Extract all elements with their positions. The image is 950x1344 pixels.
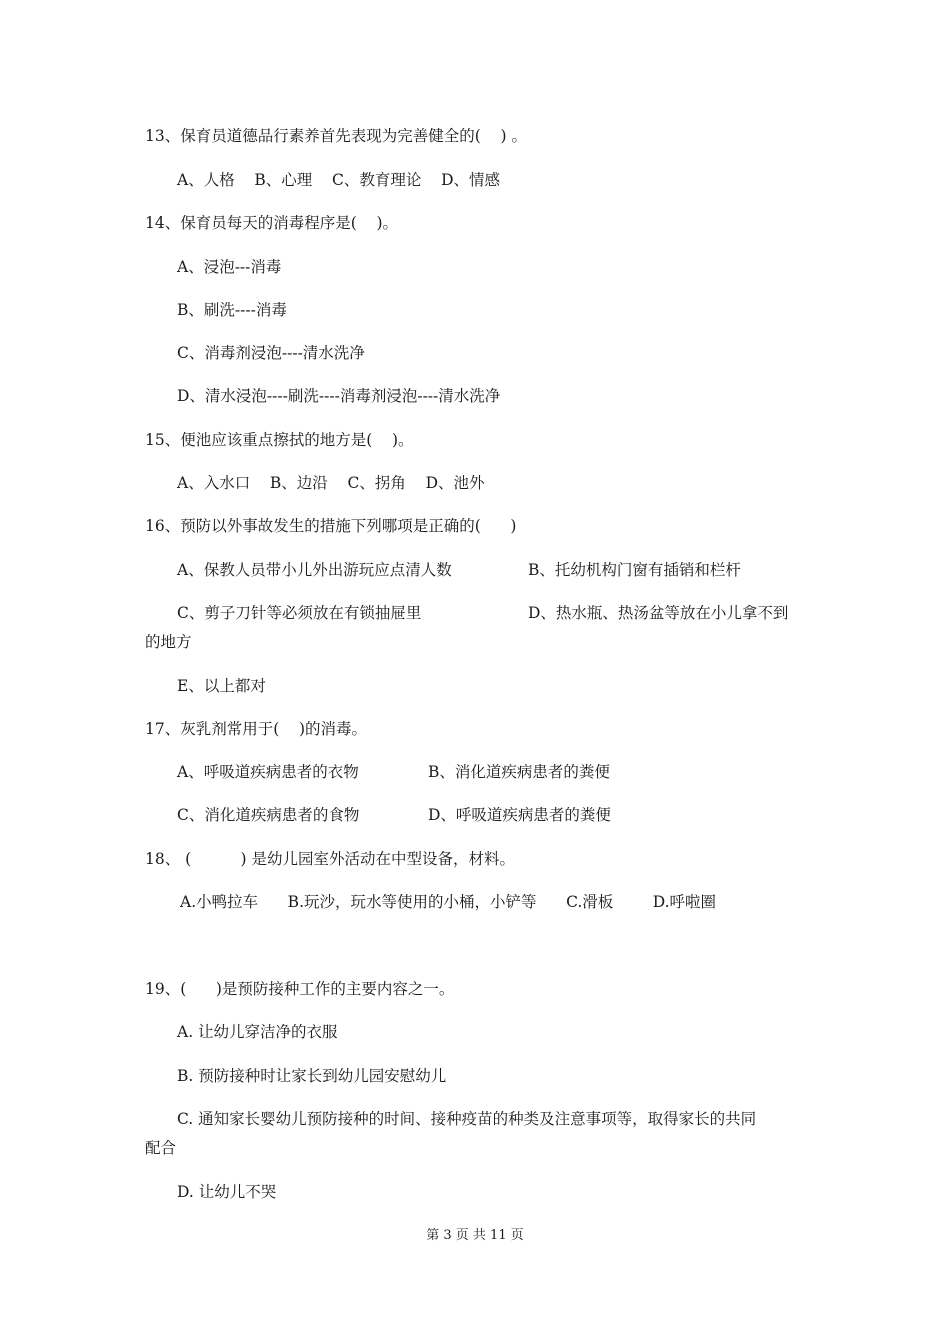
q17-option-b: B、消化道疾病患者的粪便: [428, 763, 610, 781]
q19-stem: 19、( )是预防接种工作的主要内容之一。: [145, 980, 455, 998]
page-footer: 第 3 页 共 11 页: [426, 1228, 524, 1243]
q16-option-d: D、热水瓶、热汤盆等放在小儿拿不到: [528, 604, 789, 622]
q16-stem: 16、预防以外事故发生的措施下列哪项是正确的( ): [145, 517, 517, 535]
q16-option-d-continued: 的地方: [145, 633, 192, 651]
q18-options: A.小鸭拉车 B.玩沙，玩水等使用的小桶，小铲等 C.滑板 D.呼啦圈: [180, 893, 717, 911]
q17-option-c: C、消化道疾病患者的食物: [177, 806, 360, 824]
q18-stem: 18、 ( ) 是幼儿园室外活动在中型设备，材料。: [145, 850, 515, 868]
q14-option-d: D、清水浸泡----刷洗----消毒剂浸泡----清水洗净: [177, 387, 501, 405]
q19-option-c-continued: 配合: [145, 1139, 177, 1157]
q19-option-b: B. 预防接种时让家长到幼儿园安慰幼儿: [177, 1067, 447, 1085]
q13-options: A、人格 B、心理 C、教育理论 D、情感: [177, 171, 500, 189]
q14-option-c: C、消毒剂浸泡----清水洗净: [177, 344, 365, 362]
q16-option-c: C、剪子刀针等必须放在有锁抽屉里: [177, 604, 422, 622]
q15-stem: 15、便池应该重点擦拭的地方是( )。: [145, 431, 414, 449]
q14-option-b: B、刷洗----消毒: [177, 301, 287, 319]
q16-option-b: B、托幼机构门窗有插销和栏杆: [528, 561, 741, 579]
q14-option-a: A、浸泡---消毒: [177, 258, 282, 276]
q14-stem: 14、保育员每天的消毒程序是( )。: [145, 214, 399, 232]
q19-option-d: D. 让幼儿不哭: [177, 1183, 277, 1201]
q16-option-e: E、以上都对: [177, 677, 266, 695]
q15-options: A、入水口 B、边沿 C、拐角 D、池外: [177, 474, 485, 492]
q13-stem: 13、保育员道德品行素养首先表现为完善健全的( ) 。: [145, 127, 527, 145]
q16-option-a: A、保教人员带小儿外出游玩应点清人数: [177, 561, 452, 579]
q19-option-a: A. 让幼儿穿洁净的衣服: [177, 1023, 338, 1041]
q17-option-d: D、呼吸道疾病患者的粪便: [428, 806, 611, 824]
q19-option-c: C. 通知家长婴幼儿预防接种的时间、接种疫苗的种类及注意事项等，取得家长的共同: [177, 1110, 757, 1128]
q17-option-a: A、呼吸道疾病患者的衣物: [177, 763, 359, 781]
q17-stem: 17、灰乳剂常用于( )的消毒。: [145, 720, 368, 738]
